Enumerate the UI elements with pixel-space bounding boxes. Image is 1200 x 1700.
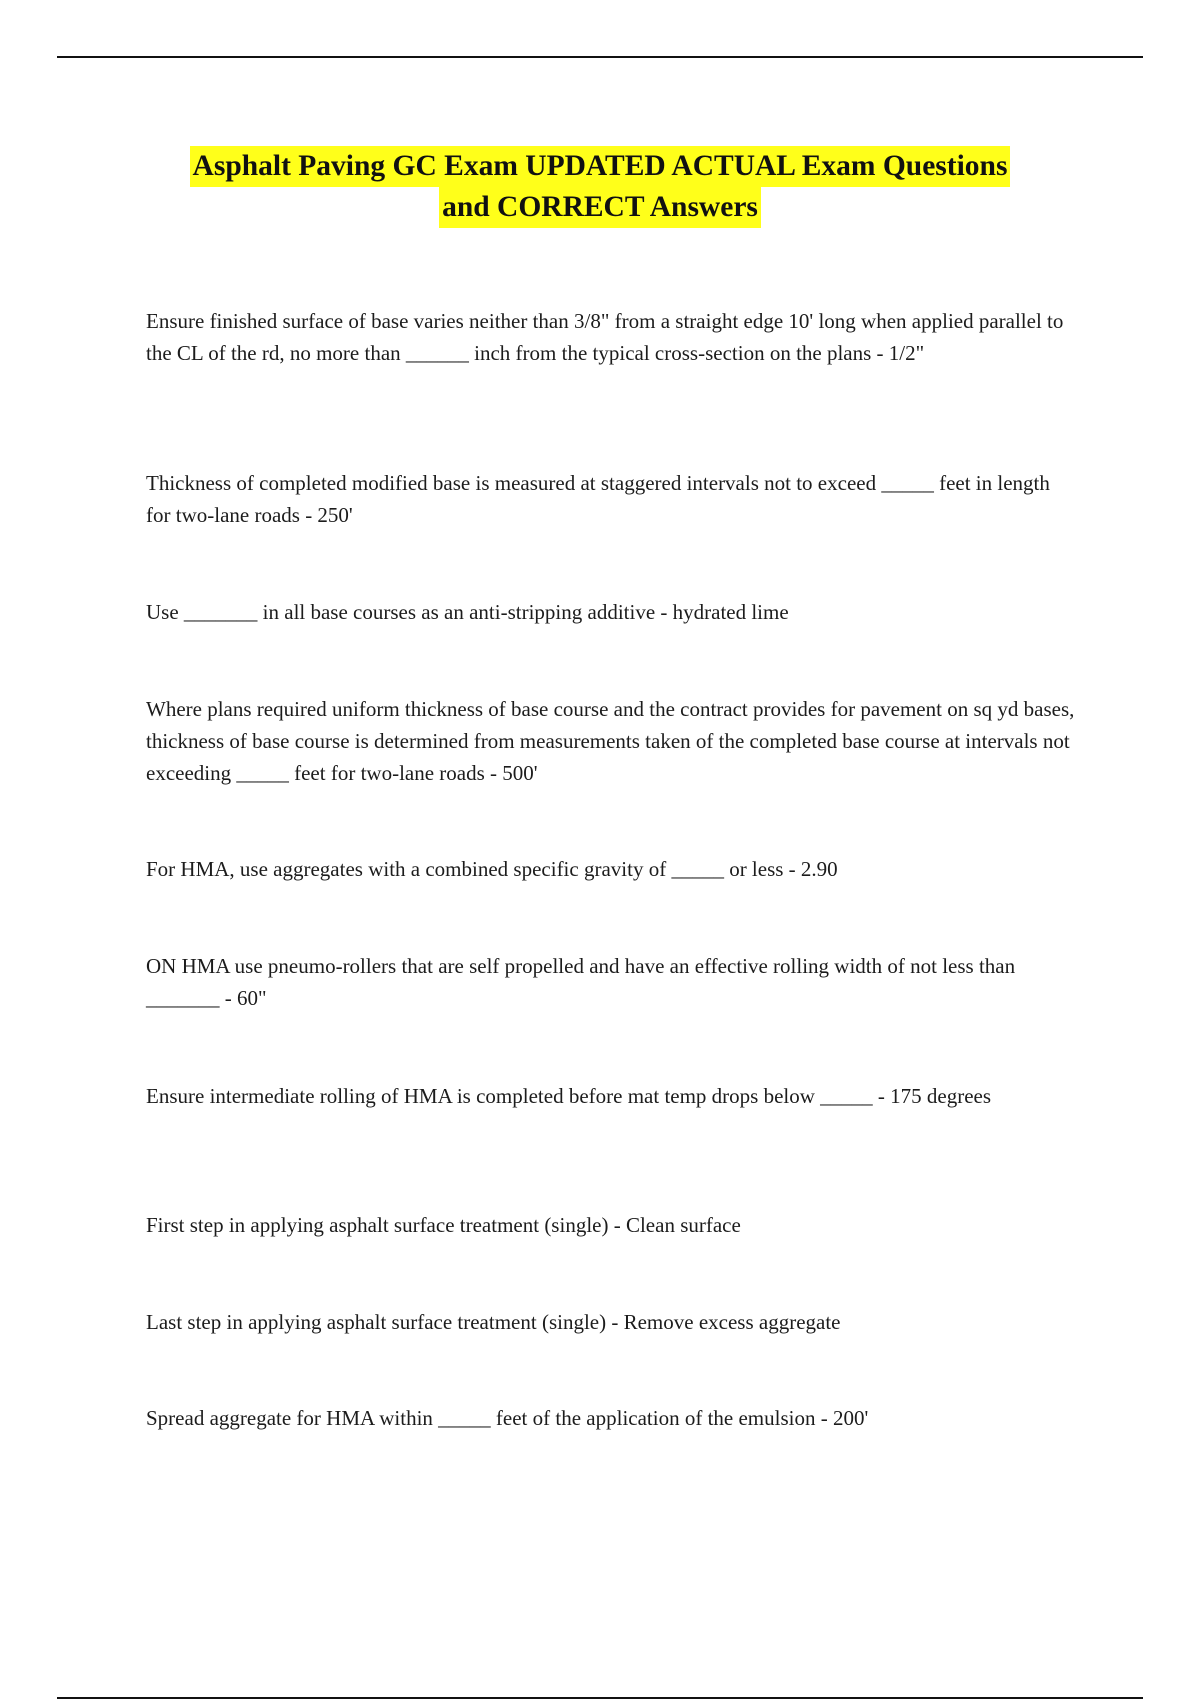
question-item: Ensure finished surface of base varies neither than 3/8" from a straight edge 10' long when applied parallel to the CL of the rd, no more than ______ inch from the typical cross-section on the plans - 1/2" xyxy=(146,309,1064,365)
question-item: Thickness of completed modified base is measured at staggered intervals not to exceed _____ feet in length for two-lane roads - 250' xyxy=(146,471,1050,527)
question-item: Use _______ in all base courses as an anti-stripping additive - hydrated lime xyxy=(146,600,789,624)
question-item: Spread aggregate for HMA within _____ feet of the application of the emulsion - 200' xyxy=(146,1406,869,1430)
document-title xyxy=(0,146,1200,228)
question-item: Last step in applying asphalt surface treatment (single) - Remove excess aggregate xyxy=(146,1310,841,1334)
question-item: ON HMA use pneumo-rollers that are self propelled and have an effective rolling width of not less than _______ - 60" xyxy=(146,954,1016,1010)
question-item: Where plans required uniform thickness of base course and the contract provides for pavement on sq yd bases, thickness of base course is determined from measurements taken of the completed base course at intervals not exceeding _____ feet for two-lane roads - 500' xyxy=(146,697,1075,785)
question-item: Ensure intermediate rolling of HMA is completed before mat temp drops below _____ - 175 degrees xyxy=(146,1084,992,1108)
question-item: For HMA, use aggregates with a combined specific gravity of _____ or less - 2.90 xyxy=(146,857,838,881)
title-line-2: and CORRECT Answers xyxy=(439,187,761,228)
title-line-1: Asphalt Paving GC Exam UPDATED ACTUAL Exam Questions xyxy=(190,146,1011,187)
question-item: First step in applying asphalt surface treatment (single) - Clean surface xyxy=(146,1213,741,1237)
top-rule xyxy=(57,56,1143,58)
bottom-rule xyxy=(57,1697,1143,1699)
